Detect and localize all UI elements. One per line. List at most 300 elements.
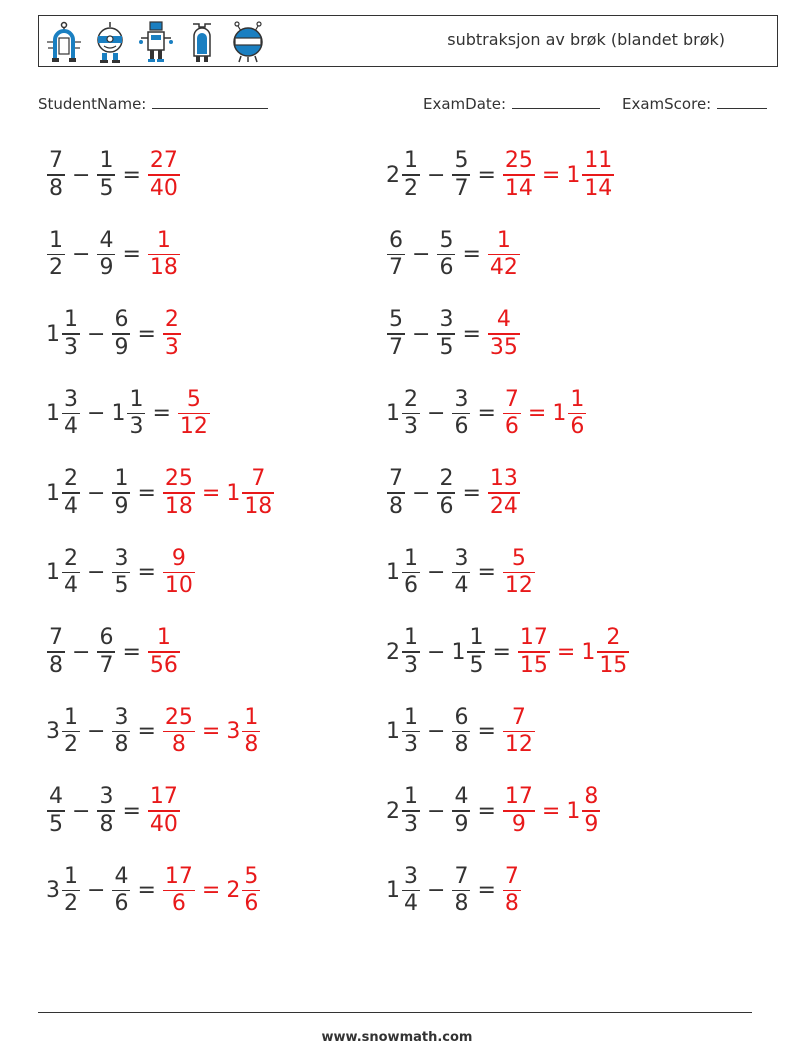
minuend-number (46, 466, 81, 520)
answer-denominator: 12 (504, 573, 533, 599)
subtrahend-numerator: 3 (114, 704, 129, 730)
answer-mixed-denominator: 15 (599, 652, 628, 678)
subtrahend-number (111, 546, 131, 600)
minuend-number (386, 705, 421, 759)
problem-1 (46, 146, 181, 204)
minuend-numerator: 1 (404, 625, 418, 651)
answer (502, 864, 522, 918)
subtrahend-numerator: 6 (454, 704, 469, 730)
answer (487, 228, 521, 282)
subtrahend-denominator: 5 (469, 652, 484, 678)
answer-equals-sign: = (556, 639, 576, 665)
answer-numerator: 7 (504, 863, 519, 889)
answer-equals-sign: = (541, 798, 561, 824)
minuend-numerator: 7 (49, 625, 63, 651)
problem-17 (46, 782, 181, 840)
answer-denominator: 10 (164, 573, 193, 599)
answer-denominator: 6 (171, 891, 186, 917)
minuend-denominator: 3 (404, 414, 418, 440)
answer-mixed-whole: 1 (581, 639, 596, 665)
minuend-fraction (402, 546, 420, 600)
problem-20 (386, 862, 522, 920)
answer-numerator: 17 (519, 625, 548, 651)
minus-sign: − (72, 639, 91, 665)
answer-denominator: 12 (179, 414, 208, 440)
answer-mixed-fraction (597, 625, 629, 679)
answer-equals-sign: = (527, 401, 547, 426)
subtrahend-denominator: 3 (129, 414, 144, 440)
answer-equals-sign: = (201, 878, 221, 903)
subtrahend-denominator: 7 (454, 175, 469, 201)
minuend-numerator: 1 (404, 545, 418, 571)
answer-fraction (163, 307, 181, 361)
equals-sign: = (137, 480, 156, 506)
exam-score-label: ExamScore: (622, 95, 712, 113)
subtrahend-fraction (452, 546, 470, 600)
minuend-numerator: 6 (389, 227, 403, 253)
equals-sign: = (137, 321, 156, 347)
minuend-denominator: 8 (49, 175, 63, 201)
answer (177, 387, 211, 441)
subtrahend-numerator: 4 (454, 784, 469, 810)
subtrahend-fraction (452, 864, 470, 918)
answer (517, 625, 630, 679)
answer-mixed-denominator: 6 (570, 414, 585, 440)
subtrahend-numerator: 2 (439, 466, 454, 492)
problem-19 (46, 862, 261, 920)
minuend-number (46, 387, 81, 441)
answer (147, 148, 181, 202)
answer (162, 705, 261, 759)
minuend-denominator: 2 (64, 891, 78, 917)
answer-mixed-whole: 1 (566, 798, 581, 824)
answer-mixed-numerator: 7 (251, 466, 266, 492)
robot-icon-4 (183, 20, 221, 64)
subtrahend-number (96, 625, 116, 679)
minuend-fraction (47, 228, 65, 282)
minuend-numerator: 2 (64, 545, 78, 571)
minuend-numerator: 5 (389, 307, 403, 333)
minus-sign: − (427, 639, 446, 665)
minuend-fraction (62, 546, 80, 600)
minus-sign: − (72, 798, 91, 824)
subtrahend-whole: 1 (111, 401, 126, 426)
answer-mixed-denominator: 14 (584, 175, 613, 201)
equals-sign: = (477, 560, 496, 585)
minuend-numerator: 1 (64, 704, 78, 730)
problem-15 (46, 703, 261, 761)
answer (502, 705, 536, 759)
answer-mixed-number (226, 466, 275, 520)
minuend-fraction (47, 784, 65, 838)
subtrahend-denominator: 6 (454, 414, 469, 440)
answer-fraction (518, 625, 550, 679)
robot-icon-5 (229, 20, 267, 64)
answer-mixed-whole: 3 (226, 719, 241, 744)
subtrahend-denominator: 7 (99, 652, 114, 678)
subtrahend-denominator: 9 (99, 255, 114, 281)
minuend-whole: 3 (46, 878, 60, 903)
subtrahend-numerator: 5 (439, 227, 454, 253)
answer-mixed-number (552, 387, 587, 441)
footer-rule (38, 1012, 752, 1013)
answer-denominator: 18 (164, 493, 193, 519)
minuend-fraction (402, 784, 420, 838)
subtrahend-fraction (437, 466, 455, 520)
answer-fraction (503, 148, 535, 202)
minuend-denominator: 4 (404, 891, 418, 917)
equals-sign: = (477, 162, 496, 188)
subtrahend-numerator: 3 (454, 545, 469, 571)
answer-denominator: 15 (519, 652, 548, 678)
equals-sign: = (492, 639, 511, 665)
exam-date-field (423, 94, 600, 113)
subtrahend-number (451, 546, 471, 600)
minuend-fraction (62, 864, 80, 918)
minuend-number (386, 784, 421, 838)
minuend-number (46, 228, 66, 282)
subtrahend-number (451, 148, 471, 202)
subtrahend-numerator: 6 (114, 307, 129, 333)
problem-3 (46, 226, 181, 284)
subtrahend-fraction (97, 625, 115, 679)
minus-sign: − (427, 162, 446, 188)
problem-16 (386, 703, 536, 761)
subtrahend-number (111, 705, 131, 759)
problem-18 (386, 782, 601, 840)
minus-sign: − (87, 560, 106, 585)
minus-sign: − (87, 878, 106, 903)
subtrahend-fraction (112, 546, 130, 600)
footer-url: www.snowmath.com (321, 1030, 473, 1045)
minuend-denominator: 7 (389, 334, 403, 360)
minuend-fraction (47, 625, 65, 679)
subtrahend-fraction (452, 705, 470, 759)
answer-mixed-denominator: 6 (244, 891, 259, 917)
answer-numerator: 17 (504, 784, 533, 810)
answer-numerator: 7 (504, 386, 519, 412)
answer-numerator: 1 (156, 227, 171, 253)
answer-denominator: 40 (149, 175, 178, 201)
minus-sign: − (427, 798, 446, 824)
minuend-denominator: 3 (404, 811, 418, 837)
problem-10 (386, 464, 521, 522)
answer-denominator: 56 (149, 652, 178, 678)
equals-sign: = (122, 242, 141, 267)
answer-mixed-number (226, 705, 261, 759)
answer-mixed-fraction (582, 148, 614, 202)
minuend-denominator: 4 (64, 414, 78, 440)
minuend-numerator: 4 (49, 784, 63, 810)
minuend-number (386, 307, 406, 361)
minuend-number (46, 625, 66, 679)
minuend-denominator: 5 (49, 811, 63, 837)
minuend-whole: 1 (386, 560, 400, 585)
equals-sign: = (477, 878, 496, 903)
minus-sign: − (72, 242, 91, 267)
minus-sign: − (72, 162, 91, 188)
subtrahend-denominator: 5 (99, 175, 114, 201)
minuend-denominator: 2 (64, 732, 78, 758)
minuend-whole: 1 (386, 719, 400, 744)
answer (502, 148, 615, 202)
minuend-whole: 1 (46, 560, 60, 585)
subtrahend-number (436, 228, 456, 282)
subtrahend-whole: 1 (451, 639, 466, 665)
answer (502, 546, 536, 600)
minuend-whole: 2 (386, 798, 400, 824)
problem-2 (386, 146, 615, 204)
subtrahend-denominator: 9 (114, 493, 129, 519)
minus-sign: − (427, 719, 446, 744)
answer (487, 307, 521, 361)
equals-sign: = (477, 719, 496, 744)
minuend-numerator: 1 (404, 704, 418, 730)
minuend-number (386, 466, 406, 520)
subtrahend-numerator: 1 (129, 386, 144, 412)
answer-mixed-numerator: 2 (606, 625, 621, 651)
answer-denominator: 24 (489, 493, 518, 519)
subtrahend-fraction (437, 307, 455, 361)
subtrahend-denominator: 5 (439, 334, 454, 360)
minuend-numerator: 1 (49, 227, 63, 253)
equals-sign: = (122, 798, 141, 824)
problem-7 (46, 385, 211, 443)
subtrahend-number (436, 466, 456, 520)
robot-icons (45, 20, 267, 64)
answer-mixed-fraction (242, 705, 260, 759)
answer (147, 784, 181, 838)
answer-mixed-denominator: 9 (584, 811, 599, 837)
minuend-number (46, 148, 66, 202)
subtrahend-numerator: 4 (114, 863, 129, 889)
problem-11 (46, 544, 196, 602)
student-name-field (38, 94, 268, 113)
minuend-whole: 2 (386, 162, 400, 188)
subtrahend-number (96, 148, 116, 202)
answer-mixed-numerator: 8 (584, 784, 599, 810)
answer-mixed-whole: 1 (566, 162, 581, 188)
answer-fraction (163, 546, 195, 600)
minuend-fraction (387, 307, 405, 361)
answer-denominator: 8 (504, 891, 519, 917)
minuend-fraction (402, 705, 420, 759)
answer-numerator: 4 (496, 307, 511, 333)
subtrahend-denominator: 8 (454, 891, 469, 917)
equals-sign: = (462, 242, 481, 267)
subtrahend-number (451, 625, 486, 679)
answer-fraction (163, 466, 195, 520)
subtrahend-numerator: 3 (439, 307, 454, 333)
answer-numerator: 17 (149, 784, 178, 810)
answer-equals-sign: = (201, 480, 221, 506)
answer-fraction (488, 466, 520, 520)
answer-mixed-numerator: 5 (244, 863, 259, 889)
minus-sign: − (87, 321, 106, 347)
answer (162, 546, 196, 600)
answer-numerator: 1 (156, 625, 171, 651)
problem-4 (386, 226, 521, 284)
minuend-denominator: 4 (64, 573, 78, 599)
answer-fraction (148, 784, 180, 838)
answer-mixed-numerator: 11 (584, 148, 613, 174)
answer-mixed-number (566, 148, 615, 202)
minuend-whole: 3 (46, 719, 60, 744)
answer (487, 466, 521, 520)
minuend-number (386, 546, 421, 600)
answer-fraction (488, 228, 520, 282)
subtrahend-fraction (112, 705, 130, 759)
subtrahend-number (96, 784, 116, 838)
answer-denominator: 14 (504, 175, 533, 201)
answer-mixed-number (581, 625, 630, 679)
minus-sign: − (87, 480, 106, 506)
minuend-whole: 1 (46, 480, 60, 506)
minuend-fraction (402, 148, 420, 202)
answer-mixed-denominator: 8 (244, 732, 259, 758)
answer (502, 387, 587, 441)
minuend-fraction (402, 387, 420, 441)
answer-numerator: 27 (149, 148, 178, 174)
minuend-numerator: 3 (404, 863, 418, 889)
minuend-number (46, 307, 81, 361)
equals-sign: = (122, 639, 141, 665)
subtrahend-number (451, 784, 471, 838)
subtrahend-number (451, 387, 471, 441)
subtrahend-denominator: 8 (99, 811, 114, 837)
answer-mixed-fraction (568, 387, 586, 441)
subtrahend-fraction (452, 387, 470, 441)
answer-denominator: 40 (149, 811, 178, 837)
minuend-denominator: 8 (389, 493, 403, 519)
minuend-fraction (62, 466, 80, 520)
subtrahend-denominator: 6 (439, 255, 454, 281)
subtrahend-numerator: 1 (114, 466, 129, 492)
equals-sign: = (137, 560, 156, 585)
equals-sign: = (152, 401, 171, 426)
subtrahend-fraction (97, 784, 115, 838)
minuend-denominator: 6 (404, 573, 418, 599)
subtrahend-number (111, 387, 146, 441)
minuend-denominator: 3 (64, 334, 78, 360)
robot-icon-3 (137, 20, 175, 64)
minuend-number (46, 546, 81, 600)
problem-8 (386, 385, 587, 443)
subtrahend-number (111, 466, 131, 520)
problem-13 (46, 623, 181, 681)
minuend-fraction (387, 466, 405, 520)
answer (162, 864, 261, 918)
answer-fraction (503, 387, 521, 441)
answer-mixed-number (226, 864, 261, 918)
header-box (38, 15, 778, 67)
subtrahend-numerator: 1 (99, 148, 114, 174)
minus-sign: − (87, 401, 106, 426)
sheet-title: subtraksjon av brøk (blandet brøk) (447, 30, 725, 49)
answer-mixed-whole: 2 (226, 878, 241, 903)
subtrahend-denominator: 5 (114, 573, 129, 599)
minuend-denominator: 4 (64, 493, 78, 519)
equals-sign: = (462, 321, 481, 347)
answer-numerator: 25 (504, 148, 533, 174)
subtrahend-number (451, 705, 471, 759)
minus-sign: − (412, 242, 431, 267)
answer-mixed-fraction (242, 466, 274, 520)
minuend-numerator: 7 (49, 148, 63, 174)
minuend-fraction (402, 625, 420, 679)
subtrahend-fraction (437, 228, 455, 282)
subtrahend-numerator: 6 (99, 625, 114, 651)
answer-numerator: 13 (489, 466, 518, 492)
answer-denominator: 35 (489, 334, 518, 360)
minus-sign: − (427, 560, 446, 585)
minuend-whole: 1 (386, 401, 400, 426)
problem-9 (46, 464, 275, 522)
answer (502, 784, 601, 838)
minuend-fraction (402, 864, 420, 918)
minus-sign: − (412, 321, 431, 347)
subtrahend-fraction (112, 864, 130, 918)
subtrahend-numerator: 3 (99, 784, 114, 810)
answer-mixed-whole: 1 (552, 401, 567, 426)
subtrahend-denominator: 8 (114, 732, 129, 758)
answer-numerator: 17 (164, 863, 193, 889)
answer (147, 625, 181, 679)
minuend-fraction (62, 307, 80, 361)
answer-numerator: 5 (511, 545, 526, 571)
answer (147, 228, 181, 282)
robot-icon-2 (91, 20, 129, 64)
minuend-number (386, 625, 421, 679)
minuend-number (386, 228, 406, 282)
answer-fraction (488, 307, 520, 361)
minuend-numerator: 1 (404, 148, 418, 174)
minuend-fraction (62, 387, 80, 441)
minuend-number (386, 148, 421, 202)
answer (162, 307, 182, 361)
minuend-denominator: 2 (49, 255, 63, 281)
minuend-number (46, 864, 81, 918)
answer-fraction (148, 228, 180, 282)
minuend-denominator: 7 (389, 255, 403, 281)
minuend-numerator: 2 (404, 386, 418, 412)
minuend-numerator: 1 (64, 863, 78, 889)
minus-sign: − (412, 480, 431, 506)
equals-sign: = (122, 162, 141, 188)
minuend-numerator: 2 (64, 466, 78, 492)
answer-denominator: 9 (511, 811, 526, 837)
exam-score-line[interactable] (717, 94, 767, 109)
answer-numerator: 25 (164, 704, 193, 730)
answer-denominator: 6 (504, 414, 519, 440)
answer-mixed-number (566, 784, 601, 838)
exam-date-line[interactable] (512, 94, 600, 109)
subtrahend-fraction (127, 387, 145, 441)
answer-mixed-whole: 1 (226, 480, 241, 506)
student-name-line[interactable] (152, 94, 268, 109)
answer-fraction (163, 705, 195, 759)
subtrahend-numerator: 7 (454, 863, 469, 889)
subtrahend-denominator: 6 (114, 891, 129, 917)
subtrahend-numerator: 1 (469, 625, 484, 651)
minuend-numerator: 1 (404, 784, 418, 810)
answer-fraction (503, 864, 521, 918)
answer-fraction (503, 546, 535, 600)
subtrahend-fraction (112, 466, 130, 520)
answer-mixed-denominator: 18 (244, 493, 273, 519)
equals-sign: = (137, 719, 156, 744)
answer-denominator: 12 (504, 732, 533, 758)
